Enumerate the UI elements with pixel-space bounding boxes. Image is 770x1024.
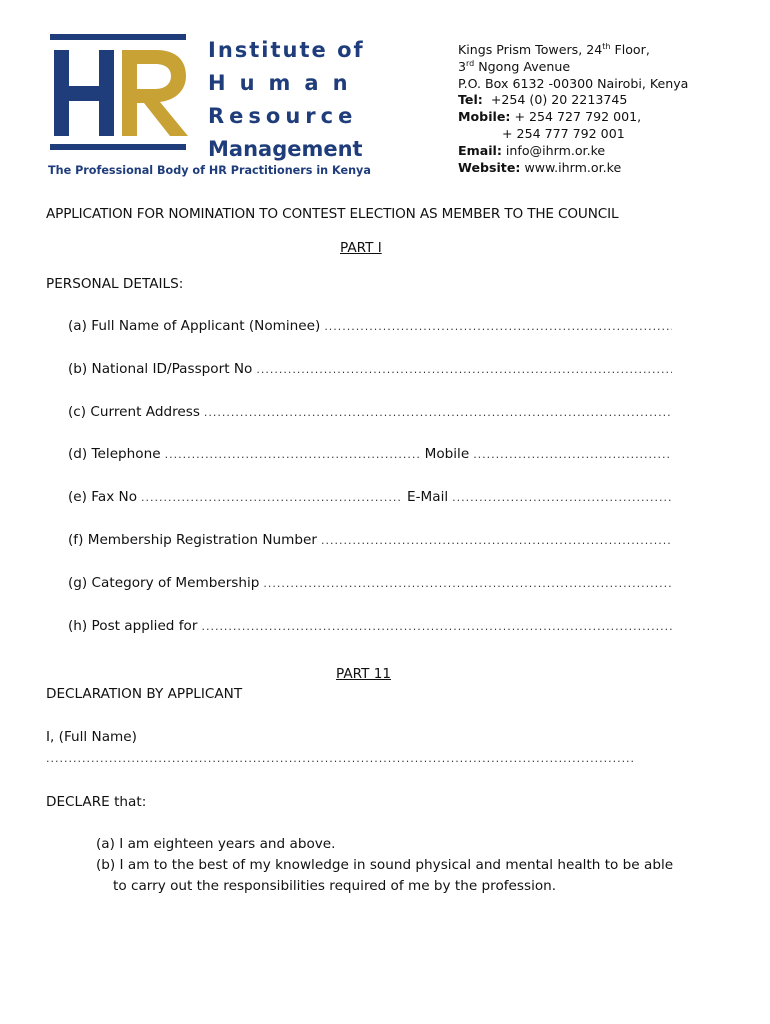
declaration-list	[96, 834, 716, 897]
email-blank[interactable]	[452, 491, 672, 504]
contact-block	[458, 42, 688, 176]
declaration-heading: DECLARATION BY APPLICANT	[46, 686, 243, 702]
telephone-mobile-field[interactable]	[68, 446, 672, 462]
part-2-label: PART 11	[336, 666, 392, 682]
telephone-label: (d) Telephone	[68, 446, 161, 462]
declaration-item-b-continued: to carry out the responsibilities required of me by the profession.	[113, 878, 557, 894]
full-name-blank[interactable]	[324, 320, 672, 333]
logo-tagline: The Professional Body of HR Practitioners in Kenya	[48, 164, 371, 177]
declarant-name-blank[interactable]	[46, 752, 636, 765]
national-id-label: (b) National ID/Passport No	[68, 361, 253, 377]
national-id-blank[interactable]	[256, 363, 672, 376]
declaration-item-b: (b) I am to the best of my knowledge in sound physical and mental health to be able	[96, 857, 674, 873]
declaration-item-a: (a) I am eighteen years and above.	[96, 836, 336, 852]
contact-tel: Tel: +254 (0) 20 2213745	[458, 92, 628, 108]
hr-logo-mark	[46, 30, 206, 160]
contact-address-line3: P.O. Box 6132 -00300 Nairobi, Kenya	[458, 75, 689, 91]
logo-word-resource: Resource	[208, 104, 358, 128]
mobile-blank[interactable]	[473, 448, 672, 461]
contact-email: Email: info@ihrm.or.ke	[458, 142, 606, 158]
membership-number-field[interactable]	[68, 532, 672, 548]
current-address-blank[interactable]	[204, 406, 672, 419]
contact-website: Website: www.ihrm.or.ke	[458, 159, 622, 175]
logo-wordmark	[208, 34, 365, 166]
logo-word-management: Management	[208, 137, 363, 161]
mobile-label: Mobile	[424, 446, 470, 462]
post-applied-label: (h) Post applied for	[68, 618, 198, 634]
form-title: APPLICATION FOR NOMINATION TO CONTEST ELECTION AS MEMBER TO THE COUNCIL	[46, 206, 619, 222]
contact-address-line1: Kings Prism Towers, 24th Floor,	[458, 42, 650, 57]
telephone-blank[interactable]	[165, 448, 421, 461]
fax-email-field[interactable]	[68, 489, 672, 505]
fax-label: (e) Fax No	[68, 489, 138, 505]
full-name-field[interactable]	[68, 318, 672, 334]
contact-mobile: Mobile: + 254 727 792 001,	[458, 109, 642, 125]
full-name-label: (a) Full Name of Applicant (Nominee)	[68, 318, 321, 334]
logo-word-human: Human	[208, 71, 362, 95]
post-applied-field[interactable]	[68, 618, 672, 634]
membership-number-blank[interactable]	[321, 534, 672, 547]
fax-blank[interactable]	[141, 491, 403, 504]
contact-mobile-2: + 254 777 792 001	[502, 125, 625, 141]
national-id-field[interactable]	[68, 361, 672, 377]
personal-details-heading: PERSONAL DETAILS:	[46, 276, 184, 292]
membership-category-blank[interactable]	[263, 577, 672, 590]
declare-heading: DECLARE that:	[46, 794, 147, 810]
current-address-field[interactable]	[68, 404, 672, 420]
contact-address-line2: 3rd Ngong Avenue	[458, 58, 571, 74]
post-applied-blank[interactable]	[201, 620, 672, 633]
membership-number-label: (f) Membership Registration Number	[68, 532, 317, 548]
logo-word-institute: Institute of	[208, 38, 365, 62]
declarant-name-label: I, (Full Name)	[46, 729, 137, 745]
ihrm-logo	[46, 30, 371, 190]
current-address-label: (c) Current Address	[68, 404, 200, 420]
membership-category-field[interactable]	[68, 575, 672, 591]
membership-category-label: (g) Category of Membership	[68, 575, 260, 591]
email-label: E-Mail	[407, 489, 449, 505]
part-1-label: PART I	[340, 240, 382, 256]
